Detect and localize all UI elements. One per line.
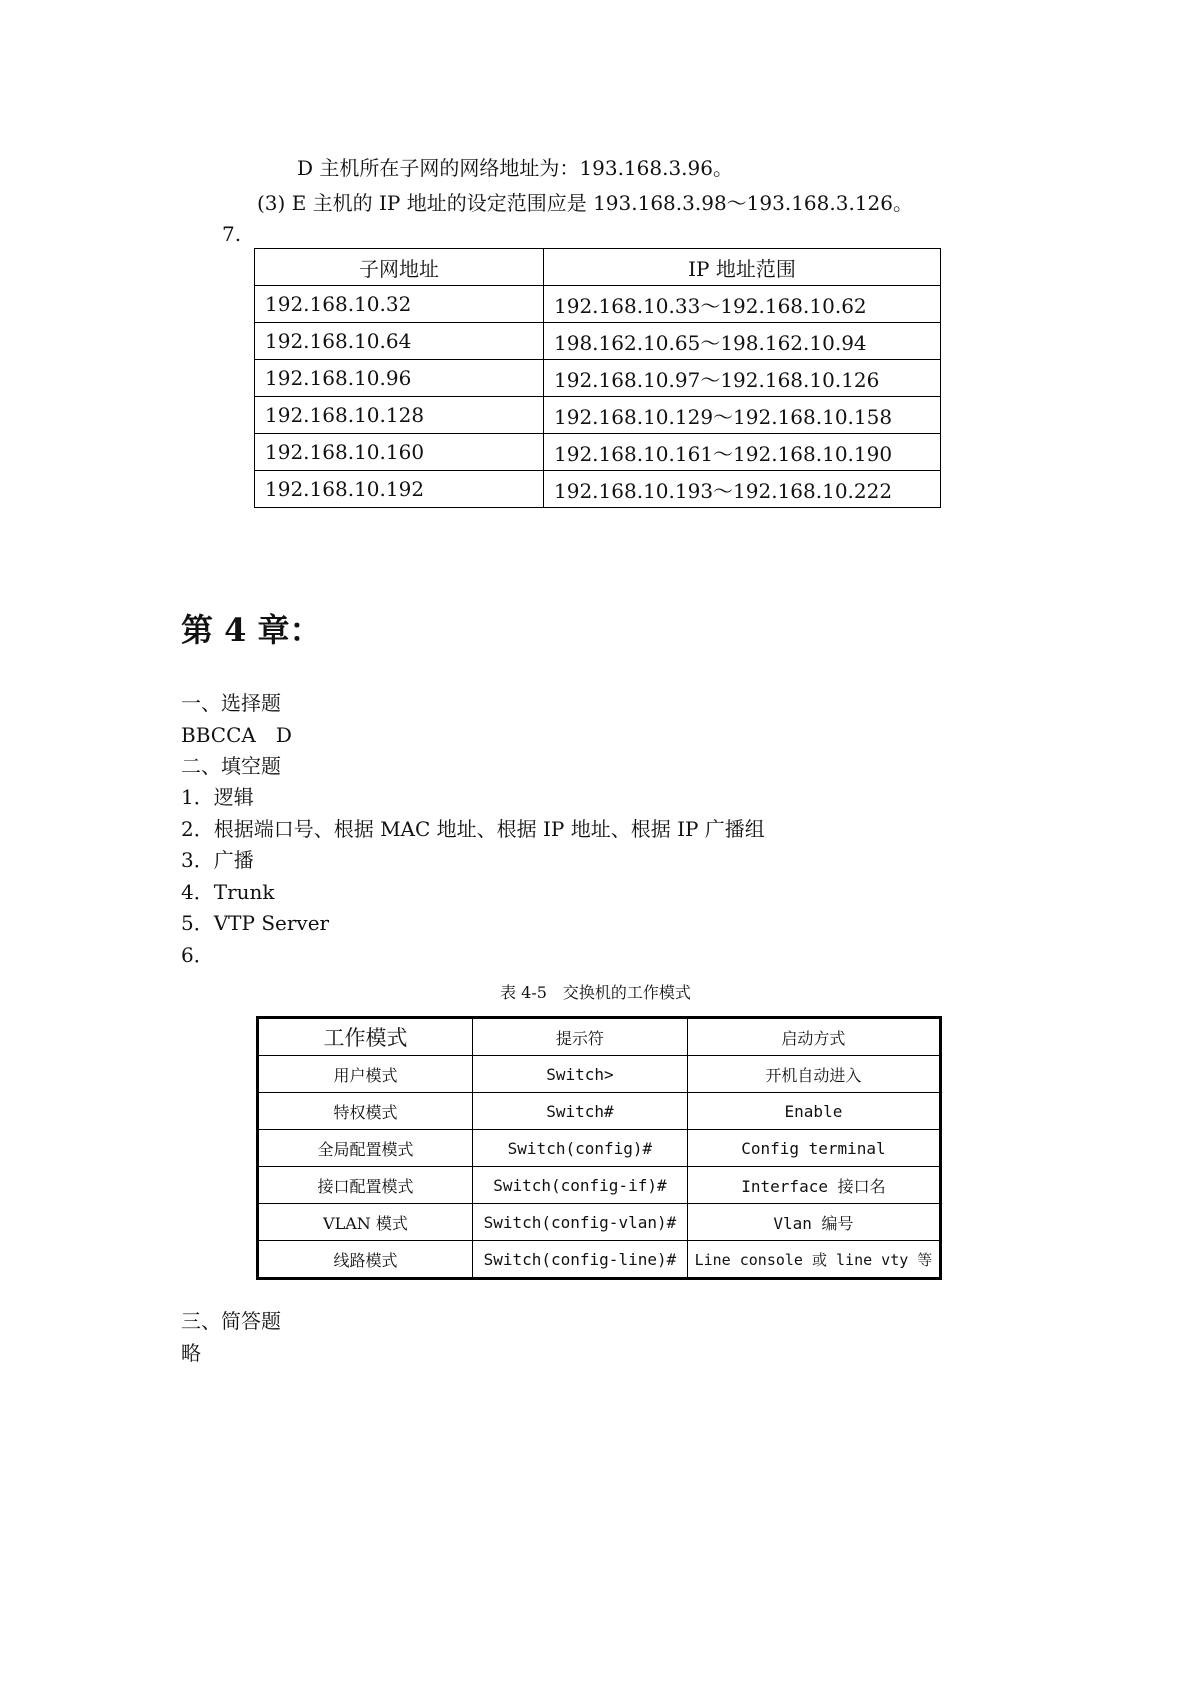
fill-answer-5: 5．VTP Server [181, 911, 330, 935]
choice-answers: BBCCA D [181, 723, 292, 747]
subnet-cell: 192.168.10.96 [255, 360, 544, 397]
table-row [258, 1130, 941, 1167]
table-header-row [258, 1018, 941, 1056]
entry-cell: Line console 或 line vty 等 [687, 1241, 940, 1279]
table-row [258, 1204, 941, 1241]
entry-cell: Interface 接口名 [687, 1167, 940, 1204]
table-row [258, 1241, 941, 1279]
range-cell: 192.168.10.97～192.168.10.126 [544, 360, 941, 397]
prompt-cell: Switch(config)# [472, 1130, 687, 1167]
fill-answer-2: 2．根据端口号、根据 MAC 地址、根据 IP 地址、根据 IP 广播组 [181, 817, 765, 841]
table-row [255, 397, 941, 434]
table-row [255, 434, 941, 471]
table-row [258, 1167, 941, 1204]
fill-answer-3: 3．广播 [181, 848, 254, 872]
header-prompt: 提示符 [472, 1018, 687, 1056]
subnet-cell: 192.168.10.192 [255, 471, 544, 508]
prompt-cell: Switch> [472, 1056, 687, 1093]
section-fill-heading: 二、填空题 [181, 754, 281, 778]
subnet-cell: 192.168.10.128 [255, 397, 544, 434]
short-answer-text: 略 [181, 1341, 201, 1365]
range-cell: 192.168.10.161～192.168.10.190 [544, 434, 941, 471]
table-row [258, 1093, 941, 1130]
range-cell: 192.168.10.33～192.168.10.62 [544, 286, 941, 323]
item-7-label: 7. [222, 222, 242, 246]
range-e-line: (3) E 主机的 IP 地址的设定范围应是 193.168.3.98～193.168.3.126。 [257, 191, 913, 215]
header-ip-range: IP 地址范围 [544, 249, 941, 286]
fill-answer-4: 4．Trunk [181, 880, 275, 904]
table-row [255, 286, 941, 323]
section-choice-heading: 一、选择题 [181, 691, 281, 715]
header-entry-method: 启动方式 [687, 1018, 940, 1056]
switch-mode-table [256, 1016, 942, 1280]
mode-cell: 线路模式 [258, 1241, 473, 1279]
range-cell: 198.162.10.65～198.162.10.94 [544, 323, 941, 360]
mode-cell: 接口配置模式 [258, 1167, 473, 1204]
table-row [258, 1056, 941, 1093]
prompt-cell: Switch(config-if)# [472, 1167, 687, 1204]
table-caption: 表 4-5 交换机的工作模式 [500, 983, 691, 1002]
subnet-d-line: D 主机所在子网的网络地址为：193.168.3.96。 [297, 156, 733, 180]
header-subnet-address: 子网地址 [255, 249, 544, 286]
fill-answer-1: 1．逻辑 [181, 785, 254, 809]
table-header-row [255, 249, 941, 286]
range-cell: 192.168.10.193～192.168.10.222 [544, 471, 941, 508]
chapter-title: 第 4 章： [181, 611, 322, 649]
subnet-cell: 192.168.10.160 [255, 434, 544, 471]
prompt-cell: Switch(config-vlan)# [472, 1204, 687, 1241]
entry-cell: Enable [687, 1093, 940, 1130]
mode-cell: 用户模式 [258, 1056, 473, 1093]
subnet-cell: 192.168.10.32 [255, 286, 544, 323]
prompt-cell: Switch(config-line)# [472, 1241, 687, 1279]
prompt-cell: Switch# [472, 1093, 687, 1130]
mode-cell: VLAN 模式 [258, 1204, 473, 1241]
subnet-cell: 192.168.10.64 [255, 323, 544, 360]
ip-range-table [254, 248, 941, 508]
table-row [255, 323, 941, 360]
mode-cell: 全局配置模式 [258, 1130, 473, 1167]
section-short-answer-heading: 三、简答题 [181, 1309, 281, 1333]
fill-answer-6: 6． [181, 943, 214, 967]
entry-cell: Config terminal [687, 1130, 940, 1167]
mode-cell: 特权模式 [258, 1093, 473, 1130]
table-row [255, 360, 941, 397]
table-row [255, 471, 941, 508]
entry-cell: Vlan 编号 [687, 1204, 940, 1241]
range-cell: 192.168.10.129～192.168.10.158 [544, 397, 941, 434]
header-mode: 工作模式 [258, 1018, 473, 1056]
entry-cell: 开机自动进入 [687, 1056, 940, 1093]
